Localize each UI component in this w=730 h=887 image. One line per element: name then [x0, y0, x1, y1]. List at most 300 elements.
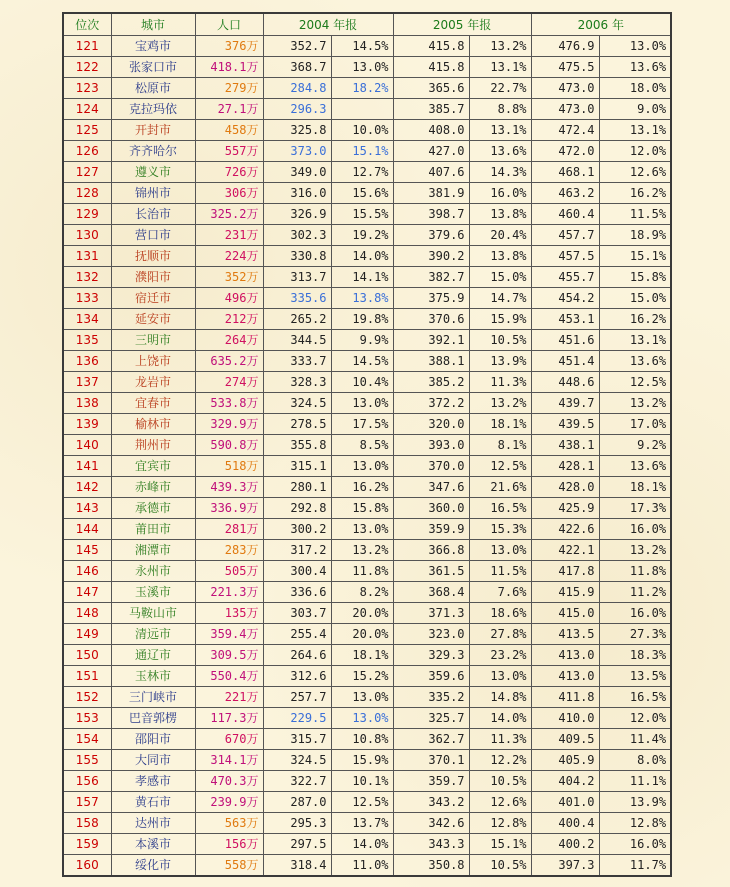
growth-2005-cell: 15.3%: [469, 519, 531, 540]
table-row: [63, 183, 671, 204]
population-cell: [195, 414, 263, 435]
gdp-2005-cell: 368.4: [393, 582, 469, 603]
growth-2005-cell: 13.2%: [469, 36, 531, 57]
growth-2006-cell: 11.2%: [599, 582, 671, 603]
rank-cell: 131: [63, 246, 111, 267]
gdp-2005-cell: 320.0: [393, 414, 469, 435]
city-cell: 开封市: [111, 120, 195, 141]
gdp-2005-cell: 385.2: [393, 372, 469, 393]
growth-2006-cell: 13.2%: [599, 393, 671, 414]
gdp-2005-cell: 359.6: [393, 666, 469, 687]
gdp-2006-cell: 415.9: [531, 582, 599, 603]
table-row: [63, 624, 671, 645]
rank-cell: 134: [63, 309, 111, 330]
growth-2005-cell: 16.5%: [469, 498, 531, 519]
rank-cell: 139: [63, 414, 111, 435]
city-cell: 清远市: [111, 624, 195, 645]
population-value: 274: [224, 375, 247, 389]
city-cell: 松原市: [111, 78, 195, 99]
ranking-table: [62, 12, 672, 877]
table-row: [63, 372, 671, 393]
table-row: [63, 309, 671, 330]
population-unit: 万: [246, 585, 259, 599]
table-row: [63, 603, 671, 624]
population-value: 670: [224, 732, 247, 746]
growth-2005-cell: 13.0%: [469, 540, 531, 561]
growth-2004-cell: 14.0%: [331, 246, 393, 267]
growth-2006-cell: 12.0%: [599, 141, 671, 162]
gdp-2006-cell: 417.8: [531, 561, 599, 582]
table-row: [63, 855, 671, 877]
rank-cell: 148: [63, 603, 111, 624]
gdp-2006-cell: 410.0: [531, 708, 599, 729]
table-row: [63, 561, 671, 582]
gdp-2006-cell: 401.0: [531, 792, 599, 813]
growth-2004-cell: 10.0%: [331, 120, 393, 141]
growth-2005-cell: 15.1%: [469, 834, 531, 855]
population-unit: 万: [246, 123, 259, 137]
header-population: 人口: [195, 13, 263, 36]
rank-cell: 157: [63, 792, 111, 813]
gdp-2005-cell: 343.2: [393, 792, 469, 813]
growth-2004-cell: 13.0%: [331, 57, 393, 78]
city-cell: 玉溪市: [111, 582, 195, 603]
population-value: 221.3: [210, 585, 247, 599]
growth-2004-cell: 14.5%: [331, 36, 393, 57]
population-value: 224: [224, 249, 247, 263]
gdp-2005-cell: 366.8: [393, 540, 469, 561]
population-value: 558: [224, 858, 247, 872]
gdp-2005-cell: 329.3: [393, 645, 469, 666]
growth-2004-cell: 13.0%: [331, 687, 393, 708]
rank-cell: 143: [63, 498, 111, 519]
population-cell: [195, 351, 263, 372]
population-value: 505: [224, 564, 247, 578]
gdp-2004-cell: 325.8: [263, 120, 331, 141]
population-cell: [195, 435, 263, 456]
gdp-2005-cell: 350.8: [393, 855, 469, 877]
rank-cell: 142: [63, 477, 111, 498]
population-unit: 万: [246, 417, 259, 431]
growth-2005-cell: 15.9%: [469, 309, 531, 330]
gdp-2006-cell: 472.4: [531, 120, 599, 141]
growth-2004-cell: 17.5%: [331, 414, 393, 435]
growth-2004-cell: 11.8%: [331, 561, 393, 582]
growth-2005-cell: 14.7%: [469, 288, 531, 309]
population-value: 325.2: [210, 207, 247, 221]
growth-2004-cell: 19.8%: [331, 309, 393, 330]
city-cell: 濮阳市: [111, 267, 195, 288]
growth-2004-cell: 16.2%: [331, 477, 393, 498]
growth-2004-cell: 13.8%: [331, 288, 393, 309]
rank-cell: 121: [63, 36, 111, 57]
population-unit: 万: [246, 732, 259, 746]
table-row: [63, 120, 671, 141]
city-cell: 龙岩市: [111, 372, 195, 393]
population-cell: [195, 393, 263, 414]
growth-2004-cell: 10.4%: [331, 372, 393, 393]
population-value: 264: [224, 333, 247, 347]
growth-2006-cell: 9.2%: [599, 435, 671, 456]
population-unit: 万: [246, 522, 259, 536]
gdp-2006-cell: 409.5: [531, 729, 599, 750]
gdp-2005-cell: 415.8: [393, 36, 469, 57]
gdp-2004-cell: 300.4: [263, 561, 331, 582]
population-value: 557: [224, 144, 247, 158]
growth-2006-cell: 16.0%: [599, 603, 671, 624]
population-unit: 万: [246, 690, 259, 704]
rank-cell: 138: [63, 393, 111, 414]
growth-2006-cell: 16.2%: [599, 183, 671, 204]
gdp-2006-cell: 451.4: [531, 351, 599, 372]
gdp-2004-cell: 297.5: [263, 834, 331, 855]
growth-2004-cell: 13.0%: [331, 708, 393, 729]
city-cell: 延安市: [111, 309, 195, 330]
header-rank: 位次: [63, 13, 111, 36]
population-cell: [195, 183, 263, 204]
rank-cell: 147: [63, 582, 111, 603]
rank-cell: 149: [63, 624, 111, 645]
rank-cell: 155: [63, 750, 111, 771]
gdp-2004-cell: 322.7: [263, 771, 331, 792]
growth-2006-cell: 12.0%: [599, 708, 671, 729]
growth-2005-cell: 18.1%: [469, 414, 531, 435]
gdp-2004-cell: 355.8: [263, 435, 331, 456]
growth-2004-cell: 13.0%: [331, 519, 393, 540]
population-unit: 万: [246, 312, 259, 326]
table-row: [63, 330, 671, 351]
growth-2006-cell: 16.0%: [599, 519, 671, 540]
population-unit: 万: [246, 165, 259, 179]
population-unit: 万: [246, 774, 259, 788]
gdp-2006-cell: 463.2: [531, 183, 599, 204]
growth-2004-cell: 18.1%: [331, 645, 393, 666]
gdp-2006-cell: 451.6: [531, 330, 599, 351]
city-cell: 邵阳市: [111, 729, 195, 750]
table-row: [63, 519, 671, 540]
rank-cell: 132: [63, 267, 111, 288]
gdp-2004-cell: 284.8: [263, 78, 331, 99]
gdp-2005-cell: 370.6: [393, 309, 469, 330]
growth-2004-cell: 20.0%: [331, 624, 393, 645]
gdp-2006-cell: 438.1: [531, 435, 599, 456]
gdp-2006-cell: 400.4: [531, 813, 599, 834]
gdp-2005-cell: 392.1: [393, 330, 469, 351]
population-value: 550.4: [210, 669, 247, 683]
population-value: 533.8: [210, 396, 247, 410]
gdp-2005-cell: 427.0: [393, 141, 469, 162]
city-cell: 莆田市: [111, 519, 195, 540]
population-value: 314.1: [210, 753, 247, 767]
growth-2005-cell: 10.5%: [469, 855, 531, 877]
gdp-2004-cell: 300.2: [263, 519, 331, 540]
growth-2006-cell: 13.9%: [599, 792, 671, 813]
population-cell: [195, 309, 263, 330]
table-row: [63, 225, 671, 246]
population-unit: 万: [246, 606, 259, 620]
growth-2004-cell: 13.0%: [331, 393, 393, 414]
gdp-2004-cell: 255.4: [263, 624, 331, 645]
population-value: 156: [224, 837, 247, 851]
growth-2006-cell: 11.4%: [599, 729, 671, 750]
population-value: 306: [224, 186, 247, 200]
table-row: [63, 687, 671, 708]
population-unit: 万: [246, 270, 259, 284]
rank-cell: 128: [63, 183, 111, 204]
population-cell: [195, 498, 263, 519]
gdp-2005-cell: 323.0: [393, 624, 469, 645]
rank-cell: 153: [63, 708, 111, 729]
gdp-2004-cell: 324.5: [263, 393, 331, 414]
table-row: [63, 435, 671, 456]
table-row: [63, 498, 671, 519]
growth-2004-cell: 20.0%: [331, 603, 393, 624]
city-cell: 宝鸡市: [111, 36, 195, 57]
population-cell: [195, 267, 263, 288]
growth-2006-cell: 16.5%: [599, 687, 671, 708]
gdp-2004-cell: 257.7: [263, 687, 331, 708]
growth-2006-cell: 15.8%: [599, 267, 671, 288]
growth-2006-cell: 18.1%: [599, 477, 671, 498]
table-row: [63, 204, 671, 225]
rank-cell: 158: [63, 813, 111, 834]
header-2006: 2006 年: [531, 13, 671, 36]
gdp-2004-cell: 315.1: [263, 456, 331, 477]
growth-2005-cell: 13.8%: [469, 246, 531, 267]
gdp-2006-cell: 428.1: [531, 456, 599, 477]
population-value: 726: [224, 165, 247, 179]
city-cell: 永州市: [111, 561, 195, 582]
city-cell: 张家口市: [111, 57, 195, 78]
gdp-2005-cell: 365.6: [393, 78, 469, 99]
table-row: [63, 582, 671, 603]
population-value: 135: [224, 606, 247, 620]
city-cell: 承德市: [111, 498, 195, 519]
population-value: 239.9: [210, 795, 247, 809]
growth-2005-cell: 22.7%: [469, 78, 531, 99]
population-unit: 万: [246, 816, 259, 830]
growth-2005-cell: 20.4%: [469, 225, 531, 246]
growth-2005-cell: 13.2%: [469, 393, 531, 414]
growth-2006-cell: 13.6%: [599, 456, 671, 477]
population-cell: [195, 792, 263, 813]
gdp-2005-cell: 361.5: [393, 561, 469, 582]
population-cell: [195, 288, 263, 309]
rank-cell: 151: [63, 666, 111, 687]
gdp-2004-cell: 317.2: [263, 540, 331, 561]
gdp-2006-cell: 415.0: [531, 603, 599, 624]
population-unit: 万: [246, 249, 259, 263]
population-unit: 万: [246, 480, 259, 494]
population-cell: [195, 540, 263, 561]
rank-cell: 129: [63, 204, 111, 225]
header-2004: 2004 年报: [263, 13, 393, 36]
growth-2004-cell: 19.2%: [331, 225, 393, 246]
growth-2005-cell: 23.2%: [469, 645, 531, 666]
growth-2005-cell: 10.5%: [469, 771, 531, 792]
population-unit: 万: [246, 144, 259, 158]
population-unit: 万: [246, 81, 259, 95]
gdp-2006-cell: 439.7: [531, 393, 599, 414]
gdp-2005-cell: 342.6: [393, 813, 469, 834]
gdp-2006-cell: 476.9: [531, 36, 599, 57]
population-value: 231: [224, 228, 247, 242]
growth-2005-cell: 12.8%: [469, 813, 531, 834]
gdp-2004-cell: 280.1: [263, 477, 331, 498]
gdp-2006-cell: 457.5: [531, 246, 599, 267]
population-cell: [195, 687, 263, 708]
gdp-2006-cell: 457.7: [531, 225, 599, 246]
city-cell: 荆州市: [111, 435, 195, 456]
gdp-2004-cell: 373.0: [263, 141, 331, 162]
gdp-2005-cell: 390.2: [393, 246, 469, 267]
gdp-2004-cell: 344.5: [263, 330, 331, 351]
growth-2006-cell: 12.6%: [599, 162, 671, 183]
gdp-2006-cell: 453.1: [531, 309, 599, 330]
growth-2005-cell: 12.5%: [469, 456, 531, 477]
growth-2005-cell: 8.1%: [469, 435, 531, 456]
population-cell: [195, 330, 263, 351]
growth-2004-cell: 8.2%: [331, 582, 393, 603]
population-value: 439.3: [210, 480, 247, 494]
rank-cell: 141: [63, 456, 111, 477]
population-value: 309.5: [210, 648, 247, 662]
population-cell: [195, 624, 263, 645]
table-body: [63, 36, 671, 877]
population-unit: 万: [246, 375, 259, 389]
city-cell: 宿迁市: [111, 288, 195, 309]
growth-2004-cell: 13.2%: [331, 540, 393, 561]
growth-2006-cell: 18.3%: [599, 645, 671, 666]
gdp-2004-cell: 326.9: [263, 204, 331, 225]
city-cell: 宜春市: [111, 393, 195, 414]
growth-2004-cell: 13.0%: [331, 456, 393, 477]
gdp-2005-cell: 388.1: [393, 351, 469, 372]
population-cell: [195, 813, 263, 834]
gdp-2004-cell: 328.3: [263, 372, 331, 393]
gdp-2005-cell: 370.0: [393, 456, 469, 477]
city-cell: 孝感市: [111, 771, 195, 792]
population-unit: 万: [246, 438, 259, 452]
growth-2005-cell: 13.6%: [469, 141, 531, 162]
growth-2005-cell: 15.0%: [469, 267, 531, 288]
population-unit: 万: [246, 60, 259, 74]
gdp-2004-cell: 313.7: [263, 267, 331, 288]
growth-2006-cell: 27.3%: [599, 624, 671, 645]
table-row: [63, 792, 671, 813]
gdp-2006-cell: 460.4: [531, 204, 599, 225]
rank-cell: 123: [63, 78, 111, 99]
rank-cell: 124: [63, 99, 111, 120]
gdp-2004-cell: 287.0: [263, 792, 331, 813]
city-cell: 黄石市: [111, 792, 195, 813]
population-unit: 万: [246, 186, 259, 200]
rank-cell: 160: [63, 855, 111, 877]
growth-2004-cell: 15.8%: [331, 498, 393, 519]
growth-2005-cell: 7.6%: [469, 582, 531, 603]
gdp-2004-cell: 265.2: [263, 309, 331, 330]
table-row: [63, 393, 671, 414]
city-gdp-ranking: [62, 12, 672, 877]
growth-2006-cell: 13.5%: [599, 666, 671, 687]
population-cell: [195, 729, 263, 750]
population-cell: [195, 246, 263, 267]
population-cell: [195, 120, 263, 141]
city-cell: 长治市: [111, 204, 195, 225]
growth-2006-cell: 18.0%: [599, 78, 671, 99]
growth-2006-cell: 12.5%: [599, 372, 671, 393]
rank-cell: 136: [63, 351, 111, 372]
population-unit: 万: [246, 333, 259, 347]
gdp-2006-cell: 413.0: [531, 645, 599, 666]
gdp-2004-cell: 312.6: [263, 666, 331, 687]
population-cell: [195, 57, 263, 78]
gdp-2005-cell: 381.9: [393, 183, 469, 204]
growth-2004-cell: 13.7%: [331, 813, 393, 834]
growth-2005-cell: 10.5%: [469, 330, 531, 351]
growth-2005-cell: 18.6%: [469, 603, 531, 624]
gdp-2004-cell: 278.5: [263, 414, 331, 435]
header-city: 城市: [111, 13, 195, 36]
growth-2005-cell: 11.3%: [469, 729, 531, 750]
population-unit: 万: [246, 228, 259, 242]
growth-2005-cell: 13.1%: [469, 120, 531, 141]
growth-2005-cell: 16.0%: [469, 183, 531, 204]
population-unit: 万: [246, 102, 259, 116]
gdp-2006-cell: 473.0: [531, 99, 599, 120]
table-row: [63, 414, 671, 435]
population-unit: 万: [246, 753, 259, 767]
header-2005: 2005 年报: [393, 13, 531, 36]
gdp-2004-cell: 303.7: [263, 603, 331, 624]
growth-2004-cell: 15.5%: [331, 204, 393, 225]
growth-2004-cell: 10.1%: [331, 771, 393, 792]
growth-2005-cell: 12.2%: [469, 750, 531, 771]
gdp-2006-cell: 428.0: [531, 477, 599, 498]
population-cell: [195, 99, 263, 120]
rank-cell: 122: [63, 57, 111, 78]
population-value: 221: [224, 690, 247, 704]
rank-cell: 150: [63, 645, 111, 666]
city-cell: 上饶市: [111, 351, 195, 372]
rank-cell: 159: [63, 834, 111, 855]
table-row: [63, 162, 671, 183]
city-cell: 抚顺市: [111, 246, 195, 267]
growth-2005-cell: 13.9%: [469, 351, 531, 372]
growth-2005-cell: 14.0%: [469, 708, 531, 729]
gdp-2006-cell: 422.1: [531, 540, 599, 561]
population-value: 635.2: [210, 354, 247, 368]
gdp-2004-cell: 292.8: [263, 498, 331, 519]
population-value: 117.3: [210, 711, 247, 725]
growth-2004-cell: 14.5%: [331, 351, 393, 372]
population-cell: [195, 225, 263, 246]
gdp-2006-cell: 475.5: [531, 57, 599, 78]
population-cell: [195, 561, 263, 582]
table-row: [63, 708, 671, 729]
table-row: [63, 771, 671, 792]
gdp-2004-cell: 349.0: [263, 162, 331, 183]
gdp-2006-cell: 472.0: [531, 141, 599, 162]
growth-2004-cell: 10.8%: [331, 729, 393, 750]
gdp-2005-cell: 415.8: [393, 57, 469, 78]
growth-2006-cell: 11.7%: [599, 855, 671, 877]
population-unit: 万: [246, 207, 259, 221]
gdp-2005-cell: 408.0: [393, 120, 469, 141]
table-row: [63, 729, 671, 750]
city-cell: 大同市: [111, 750, 195, 771]
gdp-2004-cell: 330.8: [263, 246, 331, 267]
